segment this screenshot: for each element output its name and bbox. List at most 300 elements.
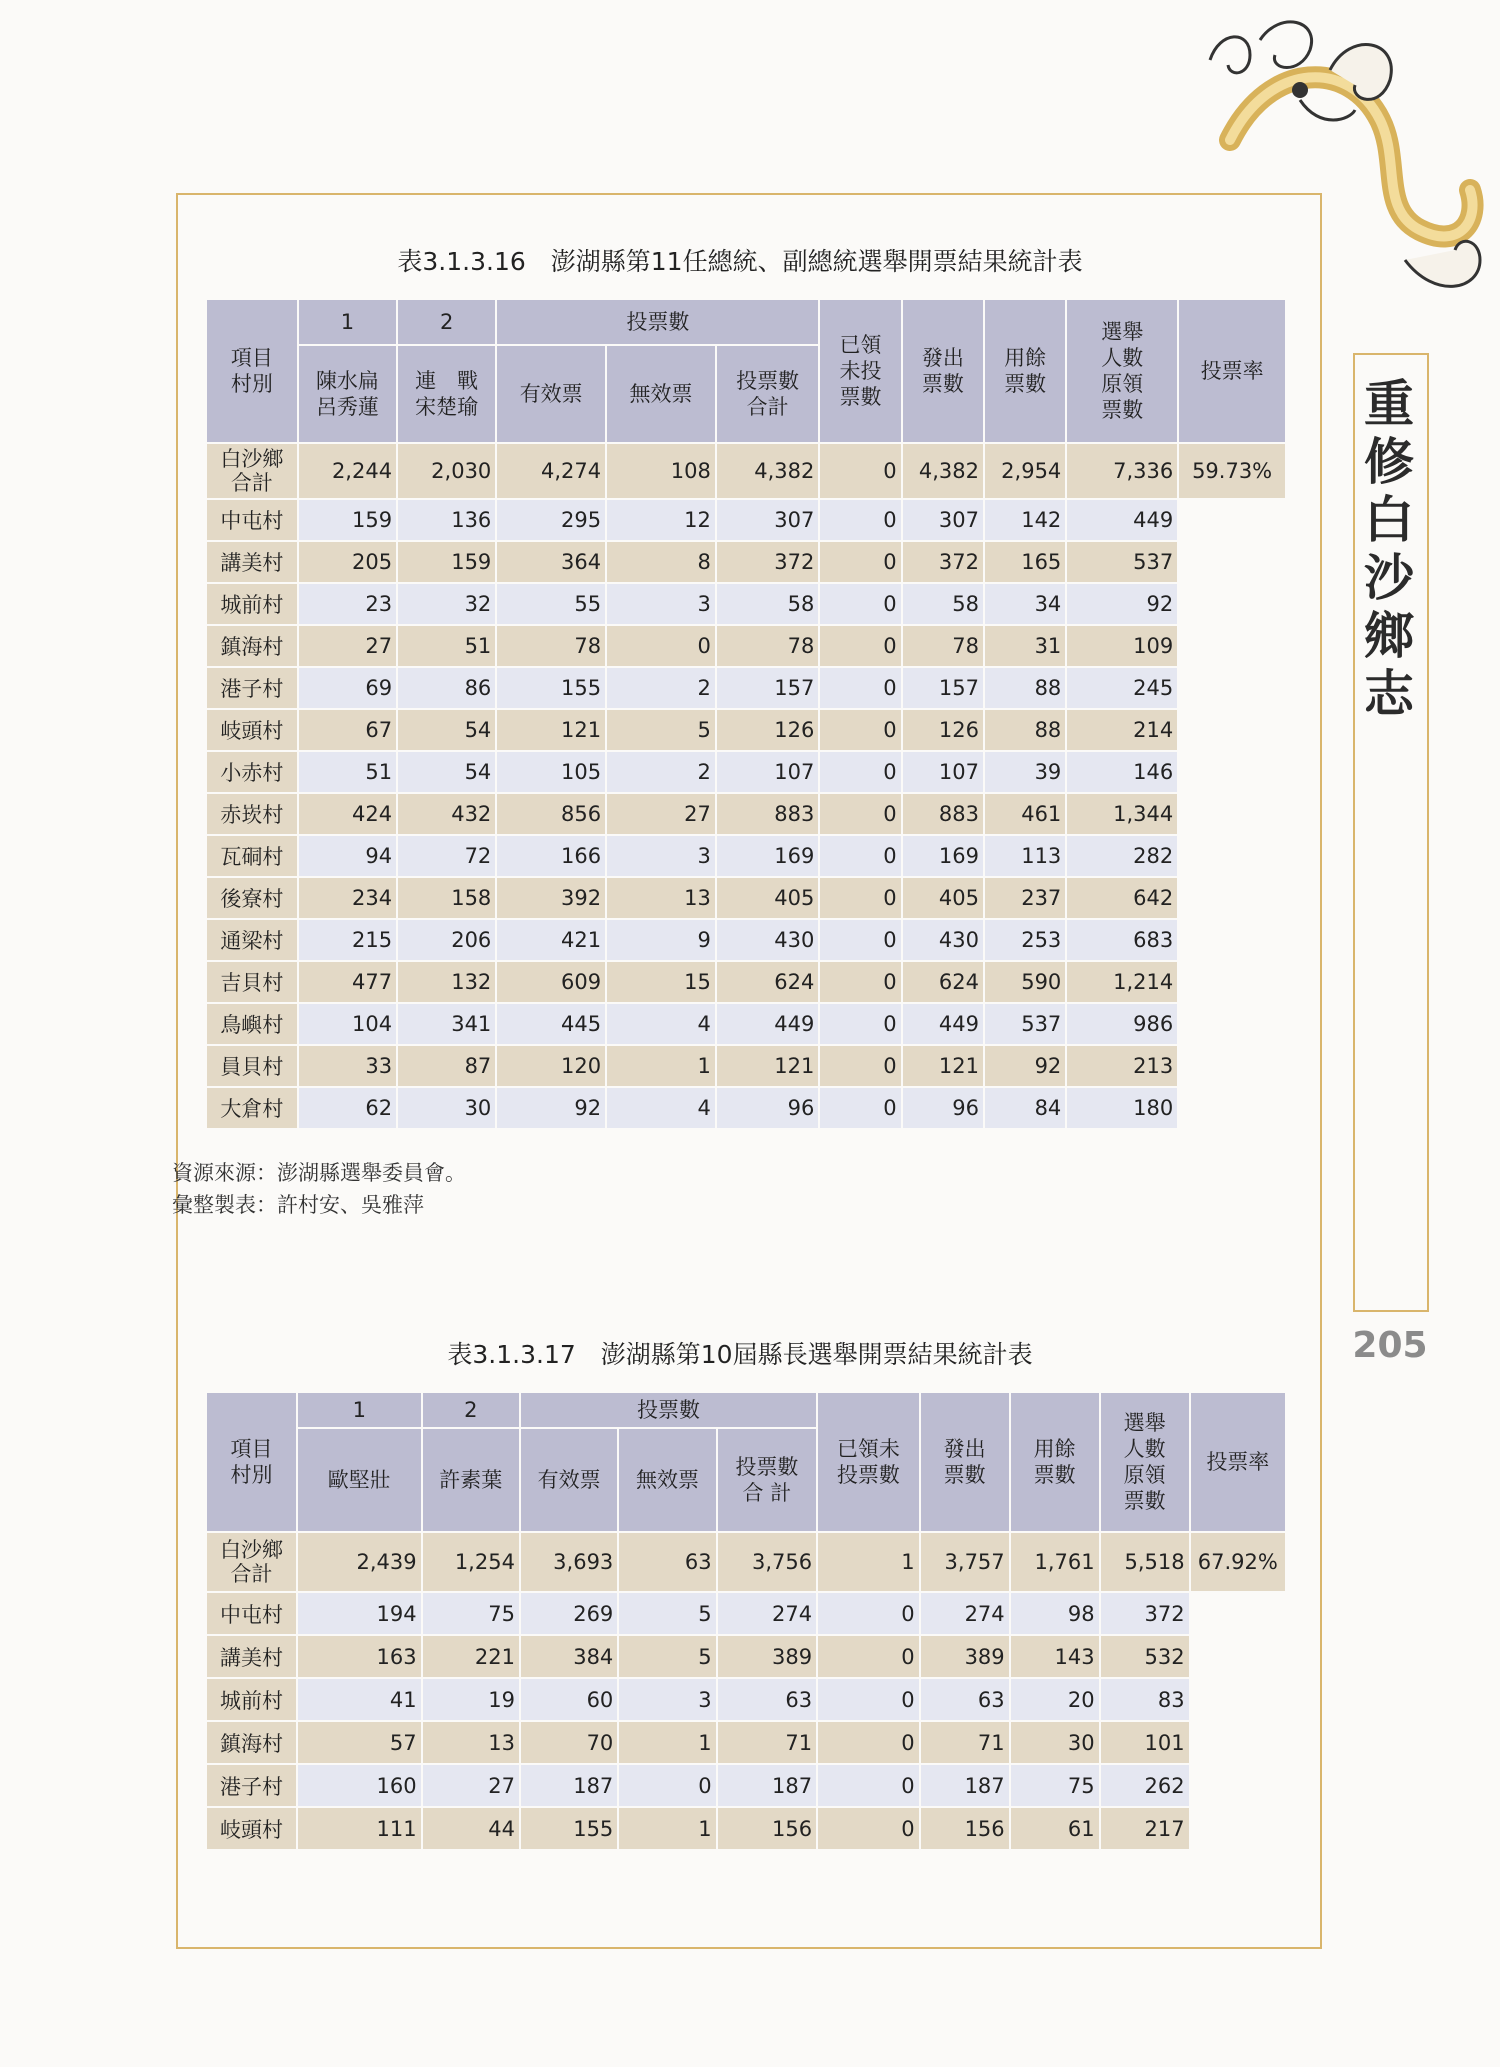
rate-cell (1179, 1088, 1285, 1128)
table-row (207, 1088, 1285, 1128)
village-name: 吉貝村 (207, 962, 297, 1002)
cell: 0 (619, 1765, 715, 1806)
table-row (207, 1808, 1285, 1849)
header-voters: 選舉 人數 原領 票數 (1101, 1393, 1189, 1531)
header-candidate: 連 戰 宋楚瑜 (398, 346, 495, 442)
rate-cell (1191, 1593, 1285, 1634)
total-row (207, 444, 1285, 498)
table-row (207, 752, 1285, 792)
cell: 0 (820, 962, 900, 1002)
cell: 84 (985, 1088, 1065, 1128)
cell: 96 (903, 1088, 983, 1128)
cell: 274 (718, 1593, 816, 1634)
cell: 883 (903, 794, 983, 834)
cell: 108 (607, 444, 715, 498)
cell: 0 (818, 1679, 919, 1720)
cell: 94 (299, 836, 396, 876)
cell: 132 (398, 962, 495, 1002)
cell: 19 (423, 1679, 519, 1720)
cell: 856 (497, 794, 605, 834)
cell: 0 (820, 710, 900, 750)
cell: 158 (398, 878, 495, 918)
cell: 86 (398, 668, 495, 708)
cell: 624 (717, 962, 818, 1002)
cell: 107 (717, 752, 818, 792)
header-issued: 發出 票數 (903, 300, 983, 442)
table-row (207, 1679, 1285, 1720)
cell: 159 (398, 542, 495, 582)
cell: 0 (820, 500, 900, 540)
table-row (207, 710, 1285, 750)
compiled-note: 彙整製表：許村安、吳雅萍 (172, 1193, 424, 1217)
cell: 213 (1067, 1046, 1177, 1086)
header-candidate: 歐堅壯 (298, 1429, 421, 1531)
cell: 3 (607, 836, 715, 876)
header-remaining: 用餘 票數 (1011, 1393, 1099, 1531)
cell: 69 (299, 668, 396, 708)
table-row (207, 836, 1285, 876)
cell: 537 (985, 1004, 1065, 1044)
cell: 9 (607, 920, 715, 960)
rate-cell (1179, 1004, 1285, 1044)
cell: 5,518 (1101, 1533, 1189, 1591)
cell: 155 (497, 668, 605, 708)
cell: 101 (1101, 1722, 1189, 1763)
header-issued: 發出 票數 (921, 1393, 1009, 1531)
rate-cell: 59.73% (1179, 444, 1285, 498)
table-row (207, 584, 1285, 624)
table2-title: 表3.1.3.17 澎湖縣第10屆縣長選舉開票結果統計表 (447, 1340, 1033, 1369)
rate-cell (1179, 878, 1285, 918)
cell: 0 (820, 1004, 900, 1044)
cell: 180 (1067, 1088, 1177, 1128)
cell: 156 (921, 1808, 1009, 1849)
cell: 3,757 (921, 1533, 1009, 1591)
cell: 4 (607, 1004, 715, 1044)
cell: 389 (921, 1636, 1009, 1677)
cell: 683 (1067, 920, 1177, 960)
rate-cell: 67.92% (1191, 1533, 1285, 1591)
header-candidate-number: 1 (298, 1393, 421, 1427)
cell: 449 (903, 1004, 983, 1044)
cell: 2,030 (398, 444, 495, 498)
cell: 169 (903, 836, 983, 876)
cell: 307 (903, 500, 983, 540)
cell: 126 (717, 710, 818, 750)
cell: 23 (299, 584, 396, 624)
cell: 126 (903, 710, 983, 750)
cell: 5 (619, 1636, 715, 1677)
table-row (207, 920, 1285, 960)
village-name: 後寮村 (207, 878, 297, 918)
cell: 169 (717, 836, 818, 876)
cell: 156 (718, 1808, 816, 1849)
cell: 75 (1011, 1765, 1099, 1806)
header-invalid: 無效票 (607, 346, 715, 442)
cell: 624 (903, 962, 983, 1002)
cell: 12 (607, 500, 715, 540)
village-name: 員貝村 (207, 1046, 297, 1086)
table-row (207, 626, 1285, 666)
cell: 1,344 (1067, 794, 1177, 834)
cell: 92 (1067, 584, 1177, 624)
cell: 54 (398, 710, 495, 750)
village-name: 瓦硐村 (207, 836, 297, 876)
cell: 215 (299, 920, 396, 960)
rate-cell (1179, 542, 1285, 582)
cell: 405 (717, 878, 818, 918)
cell: 13 (607, 878, 715, 918)
cell: 61 (1011, 1808, 1099, 1849)
village-name: 岐頭村 (207, 710, 297, 750)
header-remaining: 用餘 票數 (985, 300, 1065, 442)
cell: 449 (717, 1004, 818, 1044)
cell: 163 (298, 1636, 421, 1677)
cell: 63 (921, 1679, 1009, 1720)
cell: 67 (299, 710, 396, 750)
table-row (207, 878, 1285, 918)
village-name: 小赤村 (207, 752, 297, 792)
cell: 70 (521, 1722, 617, 1763)
header-vote-total: 投票數 合計 (717, 346, 818, 442)
cell: 253 (985, 920, 1065, 960)
cell: 5 (619, 1593, 715, 1634)
cell: 477 (299, 962, 396, 1002)
cell: 30 (398, 1088, 495, 1128)
cell: 537 (1067, 542, 1177, 582)
village-name: 講美村 (207, 542, 297, 582)
village-name: 城前村 (207, 1679, 296, 1720)
village-name: 中屯村 (207, 500, 297, 540)
table1-title: 表3.1.3.16 澎湖縣第11任總統、副總統選舉開票結果統計表 (397, 247, 1083, 276)
rate-cell (1179, 794, 1285, 834)
header-rate: 投票率 (1179, 300, 1285, 442)
cell: 430 (717, 920, 818, 960)
cell: 282 (1067, 836, 1177, 876)
table-row (207, 794, 1285, 834)
cell: 121 (717, 1046, 818, 1086)
cell: 307 (717, 500, 818, 540)
village-name: 港子村 (207, 668, 297, 708)
cell: 0 (820, 444, 900, 498)
cell: 166 (497, 836, 605, 876)
table-row (207, 962, 1285, 1002)
cell: 372 (1101, 1593, 1189, 1634)
cell: 98 (1011, 1593, 1099, 1634)
cell: 590 (985, 962, 1065, 1002)
cell: 78 (717, 626, 818, 666)
cell: 39 (985, 752, 1065, 792)
header-item-village: 項目 村別 (207, 1393, 296, 1531)
rate-cell (1179, 584, 1285, 624)
cell: 1 (619, 1808, 715, 1849)
cell: 30 (1011, 1722, 1099, 1763)
header-candidate: 陳水扁 呂秀蓮 (299, 346, 396, 442)
table-row (207, 1636, 1285, 1677)
header-voters: 選舉 人數 原領 票數 (1067, 300, 1177, 442)
header-candidate: 許素葉 (423, 1429, 519, 1531)
header-item-village: 項目 村別 (207, 300, 297, 442)
cell: 31 (985, 626, 1065, 666)
cell: 75 (423, 1593, 519, 1634)
cell: 55 (497, 584, 605, 624)
cell: 187 (921, 1765, 1009, 1806)
cell: 113 (985, 836, 1065, 876)
cell: 20 (1011, 1679, 1099, 1720)
cell: 392 (497, 878, 605, 918)
cell: 2,244 (299, 444, 396, 498)
rate-cell (1191, 1765, 1285, 1806)
cell: 87 (398, 1046, 495, 1086)
cell: 44 (423, 1808, 519, 1849)
cell: 165 (985, 542, 1065, 582)
cell: 389 (718, 1636, 816, 1677)
book-title-char: 修 (1364, 432, 1414, 491)
rate-cell (1179, 500, 1285, 540)
header-valid: 有效票 (497, 346, 605, 442)
village-name: 城前村 (207, 584, 297, 624)
cell: 51 (299, 752, 396, 792)
cell: 449 (1067, 500, 1177, 540)
cell: 88 (985, 668, 1065, 708)
village-name: 中屯村 (207, 1593, 296, 1634)
cell: 295 (497, 500, 605, 540)
cell: 0 (820, 920, 900, 960)
cell: 32 (398, 584, 495, 624)
cell: 107 (903, 752, 983, 792)
header-candidate-number: 2 (398, 300, 495, 344)
village-name: 講美村 (207, 1636, 296, 1677)
cell: 461 (985, 794, 1065, 834)
header-unvoted: 已領未 投票數 (818, 1393, 919, 1531)
village-name: 白沙鄉 合計 (207, 1533, 296, 1591)
cell: 274 (921, 1593, 1009, 1634)
cell: 2 (607, 668, 715, 708)
rate-cell (1179, 752, 1285, 792)
cell: 0 (820, 626, 900, 666)
cell: 0 (820, 752, 900, 792)
village-name: 鳥嶼村 (207, 1004, 297, 1044)
cell: 58 (903, 584, 983, 624)
cell: 92 (497, 1088, 605, 1128)
cell: 71 (718, 1722, 816, 1763)
cell: 5 (607, 710, 715, 750)
cell: 155 (521, 1808, 617, 1849)
cell: 104 (299, 1004, 396, 1044)
cell: 8 (607, 542, 715, 582)
village-name: 港子村 (207, 1765, 296, 1806)
cell: 34 (985, 584, 1065, 624)
cell: 269 (521, 1593, 617, 1634)
cell: 3,693 (521, 1533, 617, 1591)
cell: 120 (497, 1046, 605, 1086)
cell: 33 (299, 1046, 396, 1086)
table2 (205, 1391, 1287, 1851)
cell: 205 (299, 542, 396, 582)
cell: 642 (1067, 878, 1177, 918)
cell: 1 (818, 1533, 919, 1591)
cell: 221 (423, 1636, 519, 1677)
rate-cell (1179, 962, 1285, 1002)
cell: 4,382 (903, 444, 983, 498)
rate-cell (1179, 710, 1285, 750)
cell: 60 (521, 1679, 617, 1720)
cell: 1,761 (1011, 1533, 1099, 1591)
cell: 71 (921, 1722, 1009, 1763)
cell: 72 (398, 836, 495, 876)
cell: 143 (1011, 1636, 1099, 1677)
header-vote-total: 投票數 合 計 (718, 1429, 816, 1531)
cell: 372 (717, 542, 818, 582)
cell: 0 (818, 1808, 919, 1849)
header-vote-group: 投票數 (497, 300, 818, 344)
cell: 54 (398, 752, 495, 792)
cell: 0 (820, 794, 900, 834)
cell: 13 (423, 1722, 519, 1763)
cell: 609 (497, 962, 605, 1002)
cell: 7,336 (1067, 444, 1177, 498)
book-title (1357, 375, 1421, 723)
cell: 187 (521, 1765, 617, 1806)
cell: 96 (717, 1088, 818, 1128)
cell: 262 (1101, 1765, 1189, 1806)
cell: 364 (497, 542, 605, 582)
source-note: 資源來源：澎湖縣選舉委員會。 (172, 1161, 466, 1185)
header-vote-group: 投票數 (521, 1393, 816, 1427)
cell: 0 (820, 836, 900, 876)
rate-cell (1191, 1636, 1285, 1677)
table-row (207, 1722, 1285, 1763)
cell: 121 (497, 710, 605, 750)
book-title-char: 鄉 (1364, 606, 1414, 665)
cell: 2,954 (985, 444, 1065, 498)
cell: 146 (1067, 752, 1177, 792)
cell: 27 (607, 794, 715, 834)
cell: 27 (423, 1765, 519, 1806)
cell: 4,382 (717, 444, 818, 498)
header-candidate-number: 1 (299, 300, 396, 344)
cell: 0 (820, 584, 900, 624)
cell: 217 (1101, 1808, 1189, 1849)
cell: 111 (298, 1808, 421, 1849)
rate-cell (1179, 920, 1285, 960)
cell: 0 (820, 1046, 900, 1086)
village-name: 鎮海村 (207, 1722, 296, 1763)
cell: 160 (298, 1765, 421, 1806)
cell: 194 (298, 1593, 421, 1634)
cell: 78 (497, 626, 605, 666)
cell: 3,756 (718, 1533, 816, 1591)
cell: 142 (985, 500, 1065, 540)
cell: 430 (903, 920, 983, 960)
village-name: 白沙鄉 合計 (207, 444, 297, 498)
book-title-char: 白 (1364, 490, 1414, 549)
cell: 63 (619, 1533, 715, 1591)
page-number: 205 (1352, 1325, 1428, 1366)
cell: 0 (818, 1722, 919, 1763)
cell: 432 (398, 794, 495, 834)
header-valid: 有效票 (521, 1429, 617, 1531)
cell: 0 (818, 1636, 919, 1677)
cell: 157 (717, 668, 818, 708)
cell: 421 (497, 920, 605, 960)
cell: 27 (299, 626, 396, 666)
cell: 92 (985, 1046, 1065, 1086)
cell: 159 (299, 500, 396, 540)
rate-cell (1191, 1722, 1285, 1763)
rate-cell (1179, 1046, 1285, 1086)
cell: 883 (717, 794, 818, 834)
rate-cell (1191, 1808, 1285, 1849)
rate-cell (1191, 1679, 1285, 1720)
table-row (207, 1004, 1285, 1044)
rate-cell (1179, 668, 1285, 708)
cell: 15 (607, 962, 715, 1002)
cell: 237 (985, 878, 1065, 918)
cell: 0 (820, 1088, 900, 1128)
cell: 986 (1067, 1004, 1177, 1044)
cell: 245 (1067, 668, 1177, 708)
cell: 372 (903, 542, 983, 582)
header-rate: 投票率 (1191, 1393, 1285, 1531)
table-row (207, 1046, 1285, 1086)
cell: 532 (1101, 1636, 1189, 1677)
cell: 0 (818, 1593, 919, 1634)
table-row (207, 1765, 1285, 1806)
cell: 3 (619, 1679, 715, 1720)
cell: 384 (521, 1636, 617, 1677)
book-title-char: 志 (1364, 664, 1414, 723)
cell: 62 (299, 1088, 396, 1128)
cell: 57 (298, 1722, 421, 1763)
cell: 1,254 (423, 1533, 519, 1591)
cell: 2,439 (298, 1533, 421, 1591)
cell: 0 (820, 668, 900, 708)
header-candidate-number: 2 (423, 1393, 519, 1427)
cell: 424 (299, 794, 396, 834)
village-name: 赤崁村 (207, 794, 297, 834)
cell: 136 (398, 500, 495, 540)
table-row (207, 542, 1285, 582)
table1 (205, 298, 1287, 1130)
cell: 3 (607, 584, 715, 624)
cell: 83 (1101, 1679, 1189, 1720)
rate-cell (1179, 626, 1285, 666)
cell: 41 (298, 1679, 421, 1720)
cell: 206 (398, 920, 495, 960)
cell: 78 (903, 626, 983, 666)
cell: 234 (299, 878, 396, 918)
cell: 4 (607, 1088, 715, 1128)
village-name: 鎮海村 (207, 626, 297, 666)
cell: 58 (717, 584, 818, 624)
village-name: 岐頭村 (207, 1808, 296, 1849)
table1-notes (172, 1157, 466, 1221)
header-unvoted: 已領 未投 票數 (820, 300, 900, 442)
cell: 2 (607, 752, 715, 792)
book-title-char: 沙 (1364, 548, 1414, 607)
cell: 121 (903, 1046, 983, 1086)
cell: 109 (1067, 626, 1177, 666)
table-row (207, 1593, 1285, 1634)
total-row (207, 1533, 1285, 1591)
cell: 0 (820, 878, 900, 918)
cell: 0 (818, 1765, 919, 1806)
cell: 105 (497, 752, 605, 792)
table-row (207, 500, 1285, 540)
cell: 405 (903, 878, 983, 918)
cell: 445 (497, 1004, 605, 1044)
